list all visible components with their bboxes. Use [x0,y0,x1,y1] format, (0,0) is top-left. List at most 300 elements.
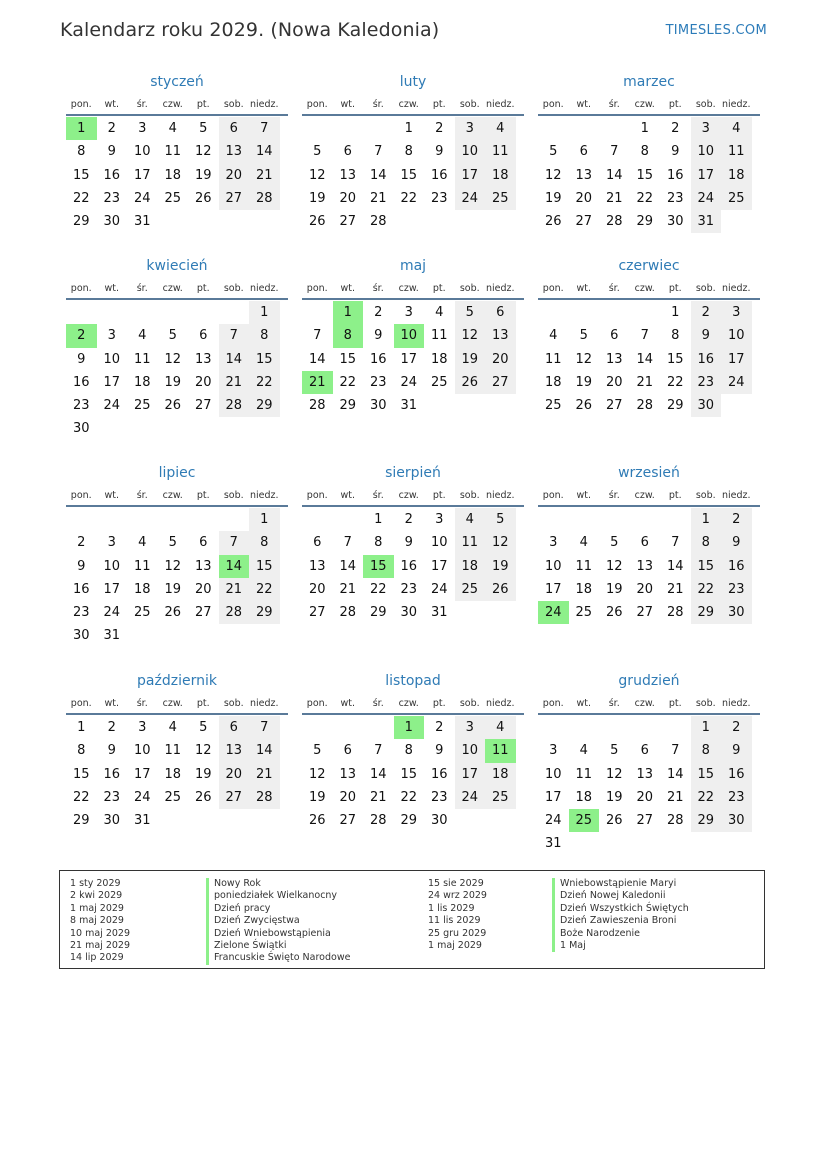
day-cell: 11 [721,140,752,163]
empty-cell [630,508,661,531]
weekday-label: czw. [634,490,655,501]
day-cell: 27 [636,605,654,621]
day-cell: 18 [544,374,562,390]
day-cell: 9 [107,743,116,759]
day-cell: 12 [544,167,562,183]
day-cell: 13 [636,766,654,782]
day-cell: 20 [219,164,250,187]
day-cell: 13 [308,558,326,574]
day-cell: 2 [374,305,383,320]
day-cell: 5 [455,301,486,324]
empty-cell [127,508,158,531]
day-cell: 30 [72,421,90,437]
day-cell: 26 [575,398,593,414]
day-cell: 16 [691,348,722,371]
weekday-label: wt. [104,99,119,110]
weekday-label: śr. [136,698,148,709]
day-cell: 9 [77,558,86,574]
day-cell: 18 [485,164,516,187]
day-cell: 2 [691,301,722,324]
day-cell: 26 [485,578,516,601]
day-cell: 26 [308,813,326,829]
day-cell: 29 [72,214,90,230]
days-grid [302,117,524,233]
empty-cell [302,117,333,140]
weekday-label: czw. [634,99,655,110]
weekday-label: śr. [372,99,384,110]
day-cell: 18 [164,167,182,183]
day-cell: 6 [199,535,208,551]
day-cell: 16 [721,763,752,786]
day-cell: 8 [404,144,413,160]
day-cell: 27 [194,605,212,621]
day-cell: 11 [164,743,182,759]
day-cell: 12 [605,766,623,782]
day-cell: 12 [194,144,212,160]
weekday-label: niedz. [249,698,279,709]
day-cell: 7 [219,531,250,554]
day-cell: 10 [103,351,121,367]
day-cell: 21 [636,374,654,390]
empty-cell [660,716,691,739]
month-name: marzec [623,74,675,90]
day-cell: 8 [77,144,86,160]
day-cell: 12 [605,558,623,574]
day-cell: 3 [138,121,147,136]
weekday-label: pon. [70,283,92,294]
month-block [538,463,760,624]
day-cell: 19 [575,374,593,390]
weekday-label: wt. [576,490,591,501]
day-cell: 15 [636,167,654,183]
day-cell: 5 [168,328,177,344]
weekday-label: śr. [372,283,384,294]
day-cell: 2 [435,720,444,735]
page-title: Kalendarz roku 2029. (Nowa Kaledonia) [60,19,440,41]
empty-cell [599,301,630,324]
day-cell: 7 [219,324,250,347]
day-cell: 22 [691,786,722,809]
holiday-day-cell: 15 [363,555,394,578]
day-cell: 14 [666,558,684,574]
day-cell: 23 [430,789,448,805]
empty-cell [97,301,128,324]
day-cell: 31 [430,605,448,621]
day-cell: 5 [549,144,558,160]
weekday-label: czw. [398,283,419,294]
weekday-label: wt. [104,698,119,709]
day-cell: 19 [605,789,623,805]
day-cell: 20 [339,789,357,805]
empty-cell [599,117,630,140]
day-cell: 26 [605,605,623,621]
day-cell: 12 [455,324,486,347]
weekday-label: pt. [432,99,446,110]
day-cell: 3 [435,512,444,527]
day-cell: 7 [671,743,680,759]
weekday-label: wt. [576,283,591,294]
day-cell: 5 [610,743,619,759]
day-cell: 11 [575,766,593,782]
day-cell: 15 [400,167,418,183]
days-grid [538,117,760,233]
weekday-label: śr. [608,283,620,294]
month-block [538,256,760,417]
day-cell: 27 [308,605,326,621]
day-cell: 12 [164,351,182,367]
day-cell: 31 [400,398,418,414]
day-cell: 15 [72,766,90,782]
weekday-label: pt. [432,490,446,501]
day-cell: 14 [369,766,387,782]
day-cell: 11 [575,558,593,574]
day-cell: 17 [103,581,121,597]
holiday-name: Dzień Nowej Kaledonii [552,890,689,902]
day-cell: 27 [219,786,250,809]
month-block [302,463,524,624]
empty-cell [188,508,219,531]
weekday-header [302,96,524,116]
day-cell: 30 [72,628,90,644]
holiday-day-cell: 25 [569,809,600,832]
empty-cell [66,301,97,324]
day-cell: 16 [103,167,121,183]
day-cell: 25 [164,190,182,206]
day-cell: 8 [77,743,86,759]
day-cell: 28 [249,187,280,210]
weekday-label: czw. [162,490,183,501]
day-cell: 12 [308,167,326,183]
legend-dates-left [70,878,130,965]
day-cell: 11 [485,140,516,163]
weekday-label: czw. [162,283,183,294]
day-cell: 25 [133,398,151,414]
holiday-name: Dzień Wszystkich Świętych [552,903,689,915]
empty-cell [538,508,569,531]
day-cell: 15 [666,351,684,367]
day-cell: 26 [164,605,182,621]
day-cell: 1 [691,716,722,739]
day-cell: 19 [194,167,212,183]
day-cell: 8 [404,743,413,759]
day-cell: 2 [107,121,116,136]
day-cell: 23 [666,190,684,206]
day-cell: 28 [605,214,623,230]
day-cell: 16 [721,555,752,578]
holiday-date: 15 sie 2029 [428,878,484,889]
day-cell: 10 [721,324,752,347]
day-cell: 21 [666,581,684,597]
weekday-label: pon. [70,99,92,110]
day-cell: 19 [164,374,182,390]
day-cell: 24 [691,187,722,210]
weekday-label: sob. [695,283,716,294]
month-name: lipiec [158,465,196,481]
empty-cell [188,301,219,324]
empty-cell [538,301,569,324]
holiday-day-cell: 1 [66,117,97,140]
day-cell: 6 [640,535,649,551]
day-cell: 17 [455,763,486,786]
day-cell: 1 [77,720,86,735]
day-cell: 8 [640,144,649,160]
day-cell: 8 [249,324,280,347]
day-cell: 5 [313,144,322,160]
day-cell: 10 [133,144,151,160]
day-cell: 9 [721,531,752,554]
day-cell: 28 [308,398,326,414]
day-cell: 12 [164,558,182,574]
day-cell: 18 [721,164,752,187]
day-cell: 1 [374,512,383,527]
day-cell: 23 [721,786,752,809]
weekday-label: śr. [372,698,384,709]
month-name: październik [137,673,217,689]
day-cell: 22 [369,581,387,597]
day-cell: 5 [485,508,516,531]
day-cell: 16 [400,558,418,574]
day-cell: 6 [640,743,649,759]
day-cell: 2 [671,121,680,136]
day-cell: 27 [194,398,212,414]
day-cell: 20 [339,190,357,206]
day-cell: 25 [430,374,448,390]
day-cell: 28 [666,605,684,621]
day-cell: 13 [485,324,516,347]
day-cell: 6 [579,144,588,160]
empty-cell [630,301,661,324]
day-cell: 18 [133,581,151,597]
day-cell: 3 [455,117,486,140]
day-cell: 23 [369,374,387,390]
day-cell: 24 [721,371,752,394]
day-cell: 20 [194,581,212,597]
month-name: luty [399,74,427,90]
weekday-label: pon. [70,490,92,501]
day-cell: 28 [339,605,357,621]
day-cell: 31 [133,813,151,829]
weekday-header [302,280,524,300]
holiday-date: 14 lip 2029 [70,952,124,964]
day-cell: 1 [249,508,280,531]
day-cell: 26 [544,214,562,230]
month-name: sierpień [385,465,441,481]
day-cell: 5 [168,535,177,551]
empty-cell [630,716,661,739]
day-cell: 4 [579,535,588,551]
day-cell: 14 [636,351,654,367]
day-cell: 26 [455,371,486,394]
day-cell: 17 [430,558,448,574]
day-cell: 10 [103,558,121,574]
day-cell: 29 [691,601,722,624]
day-cell: 18 [455,555,486,578]
weekday-label: sob. [459,698,480,709]
day-cell: 1 [404,121,413,136]
weekday-header [538,487,760,507]
day-cell: 14 [249,140,280,163]
day-cell: 9 [691,324,722,347]
day-cell: 19 [164,581,182,597]
day-cell: 7 [343,535,352,551]
day-cell: 15 [72,167,90,183]
weekday-header [302,695,524,715]
empty-cell [569,301,600,324]
day-cell: 30 [369,398,387,414]
empty-cell [599,508,630,531]
day-cell: 30 [430,813,448,829]
holiday-date: 11 lis 2029 [428,915,481,927]
holiday-date: 1 sty 2029 [70,878,121,889]
day-cell: 4 [168,121,177,136]
holiday-name: Dzień Wniebowstąpienia [206,928,350,940]
weekday-label: pon. [306,99,328,110]
day-cell: 29 [369,605,387,621]
month-name: wrzesień [618,465,680,481]
month-block [302,72,524,233]
day-cell: 7 [249,117,280,140]
day-cell: 21 [219,578,250,601]
day-cell: 1 [671,305,680,320]
day-cell: 23 [430,190,448,206]
day-cell: 3 [549,743,558,759]
holiday-day-cell: 11 [485,739,516,762]
day-cell: 18 [485,763,516,786]
weekday-label: pt. [668,99,682,110]
weekday-label: czw. [398,698,419,709]
day-cell: 9 [435,743,444,759]
day-cell: 19 [544,190,562,206]
day-cell: 6 [343,144,352,160]
day-cell: 21 [249,763,280,786]
weekday-label: wt. [104,283,119,294]
day-cell: 7 [671,535,680,551]
day-cell: 7 [640,328,649,344]
empty-cell [66,508,97,531]
day-cell: 19 [485,555,516,578]
day-cell: 8 [374,535,383,551]
day-cell: 14 [249,739,280,762]
day-cell: 3 [404,305,413,320]
day-cell: 30 [721,809,752,832]
day-cell: 6 [343,743,352,759]
day-cell: 15 [339,351,357,367]
weekday-label: czw. [634,283,655,294]
month-block [66,671,288,832]
day-cell: 23 [103,190,121,206]
empty-cell [219,508,250,531]
holiday-day-cell: 1 [394,716,425,739]
holiday-date: 21 maj 2029 [70,939,131,951]
day-cell: 25 [544,398,562,414]
day-cell: 27 [339,214,357,230]
day-cell: 15 [691,763,722,786]
days-grid [538,301,760,417]
day-cell: 27 [339,813,357,829]
weekday-label: pt. [668,283,682,294]
day-cell: 28 [219,601,250,624]
weekday-label: niedz. [721,490,751,501]
day-cell: 23 [103,789,121,805]
weekday-label: śr. [608,698,620,709]
day-cell: 9 [721,739,752,762]
day-cell: 13 [339,167,357,183]
weekday-label: sob. [695,490,716,501]
day-cell: 10 [133,743,151,759]
weekday-label: sob. [695,99,716,110]
weekday-label: pt. [196,698,210,709]
day-cell: 15 [249,555,280,578]
weekday-header [66,280,288,300]
days-grid [538,716,760,856]
weekday-label: pt. [432,283,446,294]
day-cell: 10 [691,140,722,163]
day-cell: 19 [605,581,623,597]
day-cell: 24 [430,581,448,597]
holiday-date: 1 maj 2029 [70,902,124,914]
month-name: grudzień [618,673,680,689]
empty-cell [302,301,333,324]
month-name: listopad [385,673,441,689]
weekday-header [66,695,288,715]
weekday-label: sob. [223,283,244,294]
days-grid [302,716,524,832]
day-cell: 14 [605,167,623,183]
empty-cell [599,716,630,739]
holiday-name: Francuskie Święto Narodowe [206,952,350,964]
month-block [538,72,760,233]
weekday-label: niedz. [249,283,279,294]
weekday-label: niedz. [485,99,515,110]
day-cell: 12 [308,766,326,782]
site-link[interactable]: TIMESLES.COM [665,23,767,38]
weekday-label: sob. [459,490,480,501]
weekday-label: pon. [542,698,564,709]
weekday-label: sob. [223,698,244,709]
holiday-date: 24 wrz 2029 [428,890,487,902]
weekday-label: niedz. [249,490,279,501]
month-block [302,671,524,832]
day-cell: 29 [400,813,418,829]
month-block [66,256,288,441]
day-cell: 17 [103,374,121,390]
day-cell: 28 [666,813,684,829]
day-cell: 10 [455,739,486,762]
holiday-day-cell: 21 [302,371,333,394]
day-cell: 8 [249,531,280,554]
weekday-label: sob. [459,283,480,294]
day-cell: 3 [691,117,722,140]
weekday-label: pon. [306,283,328,294]
days-grid [66,716,288,832]
day-cell: 17 [544,789,562,805]
day-cell: 2 [404,512,413,527]
day-cell: 26 [194,789,212,805]
day-cell: 23 [691,371,722,394]
day-cell: 22 [249,371,280,394]
day-cell: 20 [219,763,250,786]
day-cell: 7 [313,328,322,344]
day-cell: 20 [636,581,654,597]
day-cell: 2 [721,508,752,531]
weekday-label: niedz. [721,283,751,294]
day-cell: 12 [194,743,212,759]
month-name: czerwiec [618,258,680,274]
day-cell: 21 [249,164,280,187]
weekday-label: wt. [340,283,355,294]
month-block [538,671,760,856]
day-cell: 24 [103,398,121,414]
